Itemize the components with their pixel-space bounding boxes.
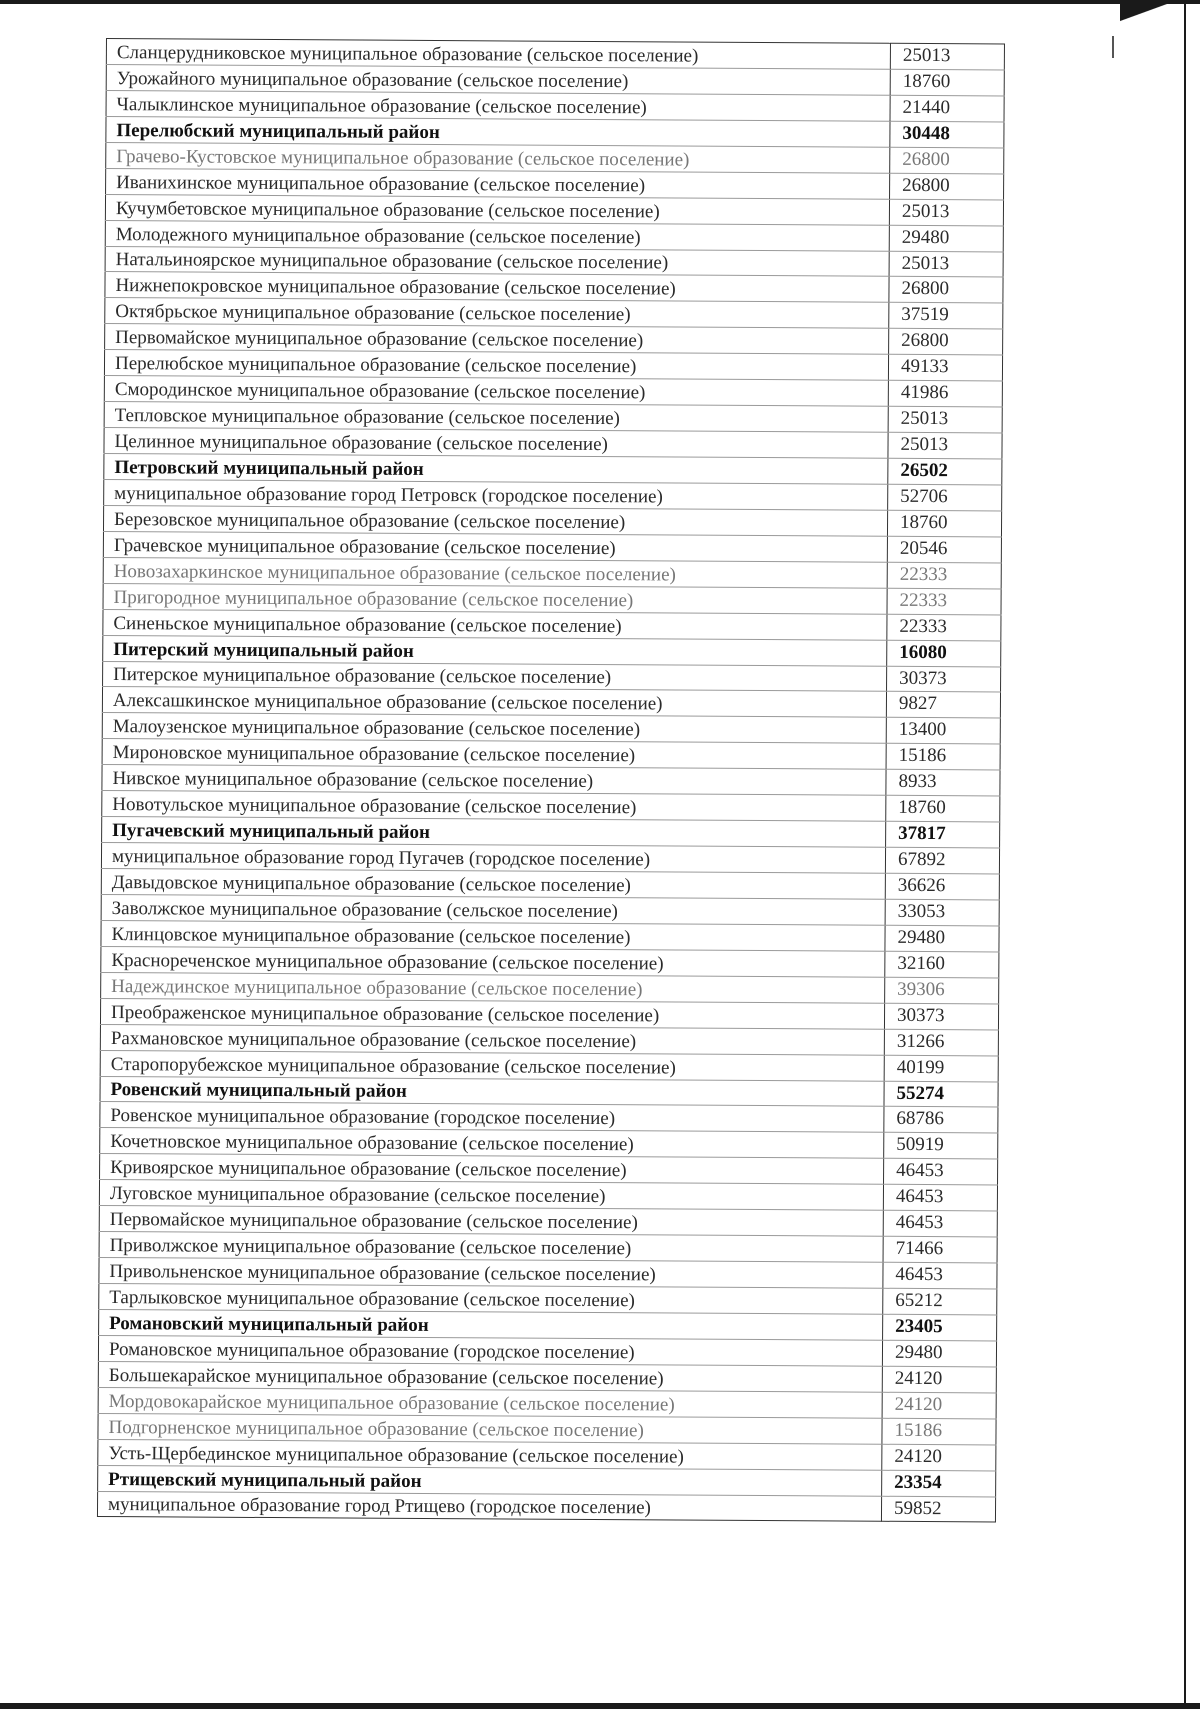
municipality-value-cell: 26800 [890, 147, 1004, 174]
municipality-name-cell: Краснореченское муниципальное образование (сельское поселение) [101, 946, 885, 977]
municipality-name-cell: Алексашкинское муниципальное образование (сельское поселение) [102, 687, 886, 718]
municipality-value-cell: 40199 [884, 1055, 998, 1082]
table-edge-mark [1112, 36, 1114, 58]
municipality-name-cell: Романовское муниципальное образование (городское поселение) [98, 1335, 882, 1366]
municipality-value-cell: 22333 [887, 588, 1001, 615]
municipality-value-cell: 24120 [882, 1366, 996, 1393]
municipality-value-cell: 49133 [888, 355, 1002, 382]
municipality-value-cell: 71466 [883, 1236, 997, 1263]
district-value-cell: 30448 [890, 121, 1004, 148]
municipality-value-cell: 29480 [882, 1340, 996, 1367]
municipality-value-cell: 26800 [890, 173, 1004, 200]
municipal-values-table [97, 38, 1005, 1523]
municipality-name-cell: Кочетновское муниципальное образование (сельское поселение) [100, 1128, 884, 1159]
municipality-value-cell: 32160 [885, 951, 999, 978]
municipality-name-cell: Нивское муниципальное образование (сельское поселение) [102, 765, 886, 796]
district-name-cell: Пугачевский муниципальный район [102, 817, 886, 848]
municipality-value-cell: 15186 [882, 1418, 996, 1445]
municipality-name-cell: Урожайного муниципальное образование (сельское поселение) [106, 64, 890, 95]
scan-edge-top [0, 0, 1200, 4]
table-row [97, 1491, 995, 1522]
municipality-value-cell: 30373 [887, 666, 1001, 693]
municipality-value-cell: 33053 [885, 899, 999, 926]
municipality-name-cell: Кучумбетовское муниципальное образование (сельское поселение) [105, 194, 889, 225]
scan-edge-right [1184, 0, 1186, 1709]
municipality-name-cell: Луговское муниципальное образование (сельское поселение) [99, 1180, 883, 1211]
municipality-name-cell: Первомайское муниципальное образование (сельское поселение) [99, 1206, 883, 1237]
district-value-cell: 16080 [887, 640, 1001, 667]
municipality-name-cell: Большекарайское муниципальное образование (сельское поселение) [98, 1361, 882, 1392]
municipality-name-cell: Перелюбское муниципальное образование (сельское поселение) [104, 350, 888, 381]
district-value-cell: 26502 [888, 458, 1002, 485]
municipality-value-cell: 52706 [888, 484, 1002, 511]
district-value-cell: 23405 [883, 1314, 997, 1341]
municipality-value-cell: 8933 [886, 770, 1000, 797]
municipality-name-cell: муниципальное образование город Ртищево (городское поселение) [97, 1491, 881, 1522]
municipality-value-cell: 29480 [889, 225, 1003, 252]
municipality-value-cell: 15186 [886, 744, 1000, 771]
municipality-value-cell: 18760 [890, 69, 1004, 96]
municipality-name-cell: Усть-Щербединское муниципальное образование (сельское поселение) [98, 1439, 882, 1470]
municipality-name-cell: Новотульское муниципальное образование (сельское поселение) [102, 791, 886, 822]
municipality-value-cell: 31266 [884, 1029, 998, 1056]
municipality-value-cell: 36626 [885, 873, 999, 900]
municipality-name-cell: Ровенское муниципальное образование (городское поселение) [100, 1102, 884, 1133]
municipality-name-cell: Старопорубежское муниципальное образование (сельское поселение) [100, 1050, 884, 1081]
municipality-value-cell: 24120 [882, 1444, 996, 1471]
municipality-value-cell: 18760 [887, 510, 1001, 537]
municipality-value-cell: 24120 [882, 1392, 996, 1419]
municipality-name-cell: Привольненское муниципальное образование (сельское поселение) [99, 1258, 883, 1289]
municipality-value-cell: 50919 [884, 1133, 998, 1160]
municipality-value-cell: 26800 [889, 329, 1003, 356]
municipality-name-cell: Надеждинское муниципальное образование (сельское поселение) [101, 972, 885, 1003]
municipality-value-cell: 18760 [886, 795, 1000, 822]
municipality-value-cell: 46453 [883, 1185, 997, 1212]
municipality-name-cell: Нижнепокровское муниципальное образование (сельское поселение) [105, 272, 889, 303]
municipality-name-cell: Подгорненское муниципальное образование (сельское поселение) [98, 1413, 882, 1444]
municipality-name-cell: Молодежного муниципальное образование (сельское поселение) [105, 220, 889, 251]
district-name-cell: Ртищевский муниципальный район [98, 1465, 882, 1496]
municipality-name-cell: муниципальное образование город Петровск (городское поселение) [104, 479, 888, 510]
municipality-value-cell: 25013 [888, 406, 1002, 433]
district-name-cell: Ровенский муниципальный район [100, 1076, 884, 1107]
municipality-name-cell: Рахмановское муниципальное образование (сельское поселение) [100, 1024, 884, 1055]
municipality-name-cell: Синеньское муниципальное образование (сельское поселение) [103, 609, 887, 640]
table-body [97, 39, 1004, 1523]
municipality-name-cell: Грачево-Кустовское муниципальное образование (сельское поселение) [106, 142, 890, 173]
municipality-name-cell: Октябрьское муниципальное образование (сельское поселение) [105, 298, 889, 329]
municipality-value-cell: 25013 [888, 432, 1002, 459]
municipality-value-cell: 25013 [890, 43, 1004, 70]
municipality-value-cell: 41986 [888, 380, 1002, 407]
municipality-name-cell: Приволжское муниципальное образование (сельское поселение) [99, 1232, 883, 1263]
scan-corner-shadow [1120, 0, 1200, 40]
municipality-name-cell: Натальиноярское муниципальное образование (сельское поселение) [105, 246, 889, 277]
municipality-name-cell: Давыдовское муниципальное образование (сельское поселение) [101, 868, 885, 899]
municipality-value-cell: 30373 [884, 1003, 998, 1030]
municipality-name-cell: Малоузенское муниципальное образование (сельское поселение) [102, 713, 886, 744]
district-name-cell: Питерский муниципальный район [103, 635, 887, 666]
municipality-value-cell: 26800 [889, 277, 1003, 304]
municipality-value-cell: 29480 [885, 925, 999, 952]
municipality-value-cell: 37519 [889, 303, 1003, 330]
municipality-name-cell: Клинцовское муниципальное образование (сельское поселение) [101, 920, 885, 951]
municipality-name-cell: Тарлыковское муниципальное образование (сельское поселение) [99, 1283, 883, 1314]
municipality-name-cell: Заволжское муниципальное образование (сельское поселение) [101, 894, 885, 925]
municipality-name-cell: Грачевское муниципальное образование (сельское поселение) [103, 531, 887, 562]
municipality-value-cell: 25013 [889, 251, 1003, 278]
municipality-value-cell: 25013 [889, 199, 1003, 226]
district-name-cell: Романовский муниципальный район [99, 1309, 883, 1340]
municipality-value-cell: 39306 [885, 977, 999, 1004]
municipality-name-cell: Тепловское муниципальное образование (сельское поселение) [104, 402, 888, 433]
district-value-cell: 23354 [882, 1470, 996, 1497]
municipality-name-cell: Пригородное муниципальное образование (сельское поселение) [103, 583, 887, 614]
municipality-name-cell: Питерское муниципальное образование (сельское поселение) [103, 661, 887, 692]
district-value-cell: 55274 [884, 1081, 998, 1108]
municipality-name-cell: Мордовокарайское муниципальное образование (сельское поселение) [98, 1387, 882, 1418]
municipality-value-cell: 13400 [886, 718, 1000, 745]
municipality-value-cell: 9827 [886, 692, 1000, 719]
municipality-name-cell: Сланцерудниковское муниципальное образование (сельское поселение) [106, 39, 890, 70]
district-name-cell: Петровский муниципальный район [104, 453, 888, 484]
municipality-value-cell: 46453 [883, 1262, 997, 1289]
municipality-name-cell: Иванихинское муниципальное образование (сельское поселение) [106, 168, 890, 199]
municipality-value-cell: 46453 [883, 1210, 997, 1237]
municipality-name-cell: Березовское муниципальное образование (сельское поселение) [103, 505, 887, 536]
municipality-value-cell: 67892 [885, 847, 999, 874]
district-value-cell: 37817 [886, 821, 1000, 848]
municipality-name-cell: Смородинское муниципальное образование (сельское поселение) [104, 376, 888, 407]
municipality-name-cell: Первомайское муниципальное образование (сельское поселение) [105, 324, 889, 355]
municipality-name-cell: Чалыклинское муниципальное образование (сельское поселение) [106, 90, 890, 121]
municipality-value-cell: 46453 [884, 1159, 998, 1186]
district-name-cell: Перелюбский муниципальный район [106, 116, 890, 147]
municipality-value-cell: 22333 [887, 562, 1001, 589]
municipality-value-cell: 65212 [883, 1288, 997, 1315]
municipality-name-cell: муниципальное образование город Пугачев (городское поселение) [101, 843, 885, 874]
scan-edge-bottom [0, 1703, 1200, 1709]
municipality-value-cell: 22333 [887, 614, 1001, 641]
municipality-name-cell: Новозахаркинское муниципальное образование (сельское поселение) [103, 557, 887, 588]
municipality-name-cell: Кривоярское муниципальное образование (сельское поселение) [100, 1154, 884, 1185]
municipality-value-cell: 21440 [890, 95, 1004, 122]
municipality-name-cell: Мироновское муниципальное образование (сельское поселение) [102, 739, 886, 770]
municipality-value-cell: 68786 [884, 1107, 998, 1134]
municipality-value-cell: 20546 [887, 536, 1001, 563]
municipality-value-cell: 59852 [881, 1496, 995, 1523]
municipality-name-cell: Целинное муниципальное образование (сельское поселение) [104, 428, 888, 459]
municipality-name-cell: Преображенское муниципальное образование (сельское поселение) [100, 998, 884, 1029]
